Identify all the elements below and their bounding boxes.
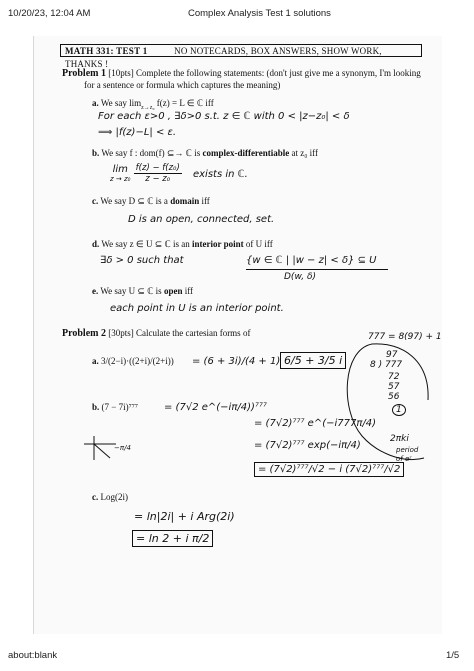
p1c-label: c. [92,196,99,206]
side-note-of-ez: of eᶻ [396,455,412,463]
p1e-label: e. [92,286,99,296]
p1d-q: We say z ∈ U ⊆ ℂ is an [101,239,190,249]
p1d-label: d. [92,239,100,249]
p1e-q-bold: open [163,286,183,296]
problem2-points: [30pts] [108,328,134,338]
p2a-step: = (6 + 3i)/(4 + 1) [192,356,281,367]
p2a-answer-box: 6/5 + 3/5 i [280,352,346,369]
p1b-q: We say f : dom(f) ⊆→ ℂ is [101,148,201,158]
p2b-label: b. [92,402,100,412]
problem1-header [62,68,434,79]
side-note-2piki: 2πki [390,434,409,444]
p1e-q: We say U ⊆ ℂ is [100,286,162,296]
p1a-answer-line1: For each ε>0 , ∃δ>0 s.t. z ∈ ℂ with 0 < |z−z₀| < δ [98,111,350,122]
side-calc-remainder: 1 [392,404,406,416]
p1b-answer [110,163,248,184]
p1d-answer-set: {w ∈ ℂ | |w − z| < δ} ⊆ U [246,255,377,266]
problem1-prompt-line2: for a sentence or formula which captures the meaning) [84,80,281,90]
p2c-step1: = ln|2i| + i Arg(2i) [134,510,235,523]
p2b-step2: = (7√2)⁷⁷⁷ e^(−i777π/4) [254,418,376,429]
side-calc-quotient: 97 [386,350,398,360]
p1c-answer: D is an open, connected, set. [128,214,275,225]
exam-page [33,36,442,634]
p1d-underline [246,269,388,270]
p1a-label: a. [92,98,99,108]
p2b-step1: = (7√2 e^(−iπ/4))⁷⁷⁷ [164,402,267,413]
p1a-q: We say lim [100,98,142,108]
p1c-q-bold: domain [170,196,200,206]
p1d-q-bold: interior point [192,239,244,249]
p1a-question [92,98,214,111]
p1a-q2: f(z) = L ∈ ℂ iff [156,98,214,108]
p2c-question [92,492,128,502]
p2b-step3: = (7√2)⁷⁷⁷ exp(−iπ/4) [254,440,361,451]
p1b-q2: at z₀ iff [291,148,318,158]
p2a-label: a. [92,356,99,366]
side-calc-step2: 57 [388,382,400,392]
p2b-question [92,402,138,412]
p1b-lim: lim [112,164,128,175]
p2c-answer-box: = ln 2 + i π/2 [132,530,213,547]
problem1-points: [10pts] [108,68,134,78]
p1a-answer-line2: ⟹ |f(z)−L| < ε. [98,127,177,138]
print-page-number: 1/5 [446,650,460,661]
side-calc-division: 8 ) 777 [370,360,403,370]
problem1-prompt-line1: Complete the following statements: (don't just give me a synonym, I'm looking [135,68,421,78]
print-datetime: 10/20/23, 12:04 AM [8,8,91,19]
p1b-lim-sub: z → z₀ [110,175,131,183]
p1e-question [92,286,193,297]
side-calc-line1: 777 = 8(97) + 1 [368,332,442,342]
exam-instructions: NO NOTECARDS, BOX ANSWERS, SHOW WORK, THANKS ! [65,46,382,69]
p1b-q-bold: complex-differentiable [202,148,290,158]
p1b-numerator: f(z) − f(z₀) [135,163,180,173]
side-calc-step1: 72 [388,372,400,382]
problem2-prompt: Calculate the cartesian forms of [135,328,251,338]
p2a-q: 3/(2−i)·((2+i)/(2+i)) [101,356,174,366]
problem2-header [62,328,250,339]
exam-banner [60,44,422,69]
p2b-answer-box: = (7√2)⁷⁷⁷/√2 − i (7√2)⁷⁷⁷/√2 [254,462,404,477]
problem1-title: Problem 1 [62,68,106,79]
print-title: Complex Analysis Test 1 solutions [188,8,331,19]
p1b-tail: exists in ℂ. [192,168,248,180]
p1c-q: We say D ⊆ ℂ is a [100,196,168,206]
p2a-question [92,356,174,366]
p2c-label: c. [92,492,99,502]
p1b-denominator: z − z₀ [145,174,171,184]
problem2-title: Problem 2 [62,328,106,339]
p1d-answer-prefix: ∃δ > 0 such that [100,255,184,266]
side-calc-step3: 56 [388,392,400,402]
angle-label: −π/4 [114,444,131,452]
p1e-answer: each point in U is an interior point. [110,303,284,314]
p1c-question [92,196,210,207]
p1b-label: b. [92,148,100,158]
p1a-sub: z→z₀ [141,104,155,111]
p1d-question [92,239,273,250]
p2b-q: (7 − 7i)⁷⁷⁷ [101,402,138,412]
p1d-disk-note: D(w, δ) [284,272,316,282]
p1d-q2: of U iff [245,239,273,249]
p2c-q: Log(2i) [100,492,128,502]
print-url: about:blank [8,650,58,661]
p1c-q2: iff [201,196,210,206]
p1e-q2: iff [184,286,194,296]
p1b-question [92,148,318,159]
side-note-period: period [396,446,419,454]
course-title: MATH 331: TEST 1 [65,46,148,56]
